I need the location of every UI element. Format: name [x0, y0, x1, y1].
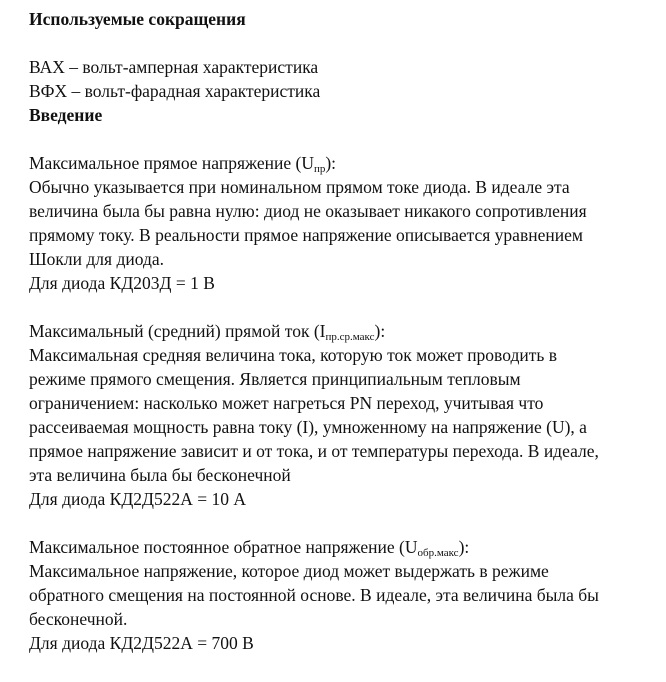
- section-title: Максимальный (средний) прямой ток $(I_{пр.ср.макс})$:: [29, 321, 386, 343]
- section-body-line: эта величина была бы бесконечной: [29, 465, 291, 485]
- section-body-line: Максимальная средняя величина тока, которую ток может проводить в: [29, 345, 557, 365]
- section-body-line: прямое напряжение зависит и от тока, и от температуры перехода. В идеале,: [29, 441, 599, 461]
- blank-line: [29, 295, 659, 319]
- section-value-line: Для диода КД2Д522А = 700 В: [29, 633, 254, 653]
- section-body-line: Максимальное напряжение, которое диод может выдержать в режиме: [29, 561, 549, 581]
- section-reverse-voltage: [29, 535, 659, 655]
- section-title: Максимальное постоянное обратное напряжение $(U_{обр.макс})$:: [29, 537, 470, 559]
- abbreviations-heading: Используемые сокращения: [29, 9, 246, 29]
- section-body-line: обратного смещения на постоянной основе. В идеале, эта величина была бы: [29, 585, 599, 605]
- abbreviation-item: ВФХ – вольт-фарадная характеристика: [29, 81, 321, 101]
- section-body-line: прямому току. В реальности прямое напряжение описывается уравнением: [29, 225, 583, 245]
- blank-line: [29, 31, 659, 55]
- document-body: [29, 7, 659, 655]
- intro-heading: Введение: [29, 105, 103, 125]
- section-body-line: Шокли для диода.: [29, 249, 165, 269]
- abbreviation-item: ВАХ – вольт-амперная характеристика: [29, 57, 319, 77]
- blank-line: [29, 511, 659, 535]
- section-title: Максимальное прямое напряжение $(U_{пр})$:: [29, 153, 337, 175]
- section-forward-voltage: [29, 151, 659, 295]
- section-body-line: ограничением: насколько может нагреться PN переход, учитывая что: [29, 393, 544, 413]
- section-forward-current: [29, 319, 659, 511]
- section-body-line: величина была бы равна нулю: диод не оказывает никакого сопротивления: [29, 201, 587, 221]
- section-body-line: бесконечной.: [29, 609, 128, 629]
- section-body-line: режиме прямого смещения. Является принципиальным тепловым: [29, 369, 521, 389]
- section-body-line: рассеиваемая мощность равна току (I), умноженному на напряжение (U), а: [29, 417, 587, 437]
- section-value-line: Для диода КД203Д = 1 В: [29, 273, 215, 293]
- section-value-line: Для диода КД2Д522А = 10 А: [29, 489, 246, 509]
- section-body-line: Обычно указывается при номинальном прямом токе диода. В идеале эта: [29, 177, 570, 197]
- blank-line: [29, 127, 659, 151]
